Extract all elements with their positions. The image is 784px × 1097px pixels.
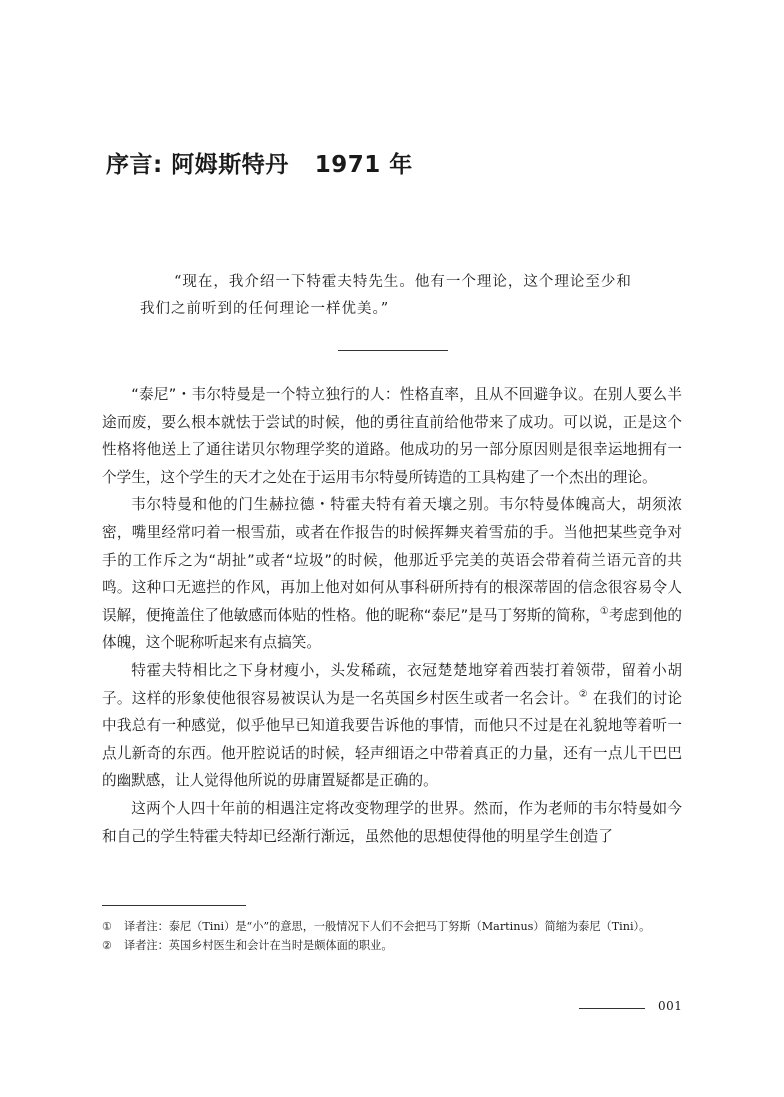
paragraph-4: 这两个人四十年前的相遇注定将改变物理学的世界。然而，作为老师的韦尔特曼如今和自己的学生特霍夫特却已经渐行渐远，虽然他的思想使得他的明星学生创造了 — [102, 799, 682, 845]
paragraph-2-tail: 考虑到他的体魄，这个昵称听起来有点搞笑。 — [102, 606, 682, 652]
paragraph-3 — [102, 657, 682, 795]
footnote-2 — [102, 936, 682, 955]
footnote-2-text: 译者注：英国乡村医生和会计在当时是颇体面的职业。 — [124, 939, 393, 952]
paragraph-2 — [102, 491, 682, 657]
body-text — [102, 381, 682, 850]
footnote-ref-2[interactable]: ② — [578, 688, 588, 700]
footnote-2-mark: ② — [102, 939, 113, 952]
chapter-year: 1971 年 — [314, 152, 413, 178]
footnote-1-text: 译者注：泰尼（Tini）是“小”的意思，一般情况下人们不会把马丁努斯（Martinus）简缩为泰尼（Tini）。 — [124, 920, 651, 933]
epigraph-divider — [338, 350, 448, 351]
epigraph-line-2: 我们之前听到的任何理论一样优美。” — [140, 301, 390, 317]
epigraph — [140, 269, 660, 323]
paragraph-3-text: 特霍夫特相比之下身材瘦小，头发稀疏，衣冠楚楚地穿着西装打着领带，留着小胡子。这样的形象使他很容易被误认为是一名英国乡村医生或者一名会计。 — [102, 661, 682, 707]
footnote-1 — [102, 917, 682, 936]
paragraph-2-text: 韦尔特曼和他的门生赫拉德・特霍夫特有着天壤之别。韦尔特曼体魄高大，胡须浓密，嘴里经常叼着一根雪茄，或者在作报告的时候挥舞夹着雪茄的手。当他把某些竞争对手的工作斥之为“胡扯”或者“垃圾”的时候，他那近乎完美的英语会带着荷兰语元音的共鸣。这种口无遮拦的作风，再加上他对如何从事科研所持有的根深蒂固的信念很容易令人误解，便掩盖住了他敏感而体贴的性格。他的昵称“泰尼”是马丁努斯的简称， — [102, 496, 682, 624]
footnote-1-mark: ① — [102, 920, 113, 933]
paragraph-1: “泰尼”・韦尔特曼是一个特立独行的人：性格直率，且从不回避争议。在别人要么半途而废，要么根本就怯于尝试的时候，他的勇往直前给他带来了成功。可以说，正是这个性格将他送上了通往诺贝尔物理学奖的道路。他成功的另一部分原因则是很幸运地拥有一个学生，这个学生的天才之处在于运用韦尔特曼所铸造的工具构建了一个杰出的理论。 — [102, 386, 682, 486]
epigraph-line-1: “现在，我介绍一下特霍夫特先生。他有一个理论，这个理论至少和 — [174, 274, 632, 290]
footnotes — [102, 917, 682, 955]
page-number-rule — [579, 1008, 645, 1009]
page-number: 001 — [658, 999, 683, 1013]
paragraph-3-tail: 在我们的讨论中我总有一种感觉，似乎他早已知道我要告诉他的事情，而他只不过是在礼貌地等着听一点儿新奇的东西。他开腔说话的时候，轻声细语之中带着真正的力量，还有一点儿干巴巴的幽默感，让人觉得他所说的毋庸置疑都是正确的。 — [102, 689, 683, 790]
chapter-title-text: 序言: 阿姆斯特丹 — [106, 152, 289, 178]
footnote-divider — [102, 905, 246, 906]
chapter-title — [106, 146, 413, 179]
footnote-ref-1[interactable]: ① — [599, 605, 609, 617]
